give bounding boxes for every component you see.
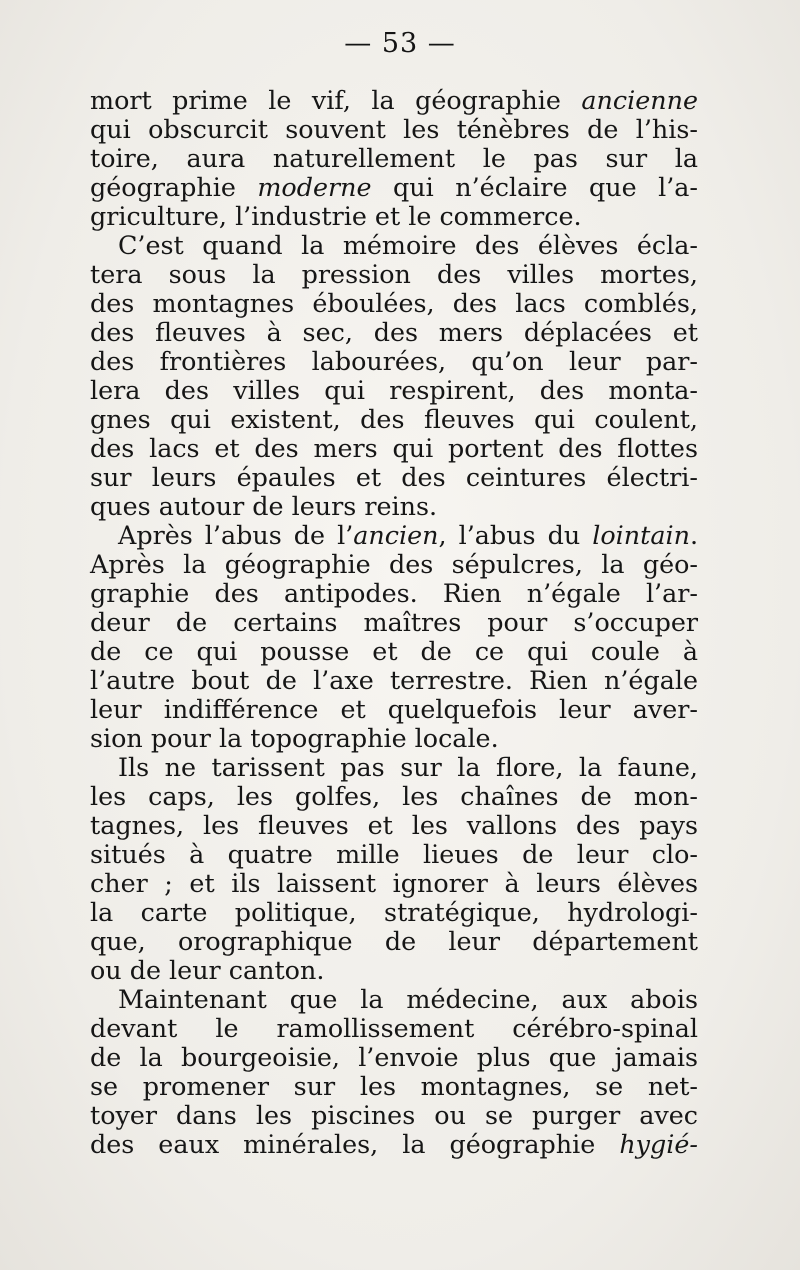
text-line <box>90 695 698 724</box>
text-run: cher ; et ils laissent ignorer à leurs élèves <box>90 868 698 898</box>
text-run: que, orographique de leur département <box>90 926 698 956</box>
text-run: des frontières labourées, qu’on leur par- <box>90 346 698 376</box>
text-line <box>90 927 698 956</box>
text-line <box>90 173 698 202</box>
text-run: Après la géographie des sépulcres, la géo- <box>90 549 698 579</box>
paragraph <box>90 521 698 753</box>
body-text <box>90 86 698 1159</box>
text-run: se promener sur les montagnes, se net- <box>90 1071 698 1101</box>
text-line <box>90 724 698 753</box>
text-run: des fleuves à sec, des mers déplacées et <box>90 317 698 347</box>
text-run: de ce qui pousse et de ce qui coule à <box>90 636 698 666</box>
text-run: leur indifférence et quelquefois leur aver- <box>90 694 698 724</box>
text-line <box>90 521 698 550</box>
text-line <box>90 318 698 347</box>
text-line <box>90 898 698 927</box>
text-line <box>90 1043 698 1072</box>
italic-text: lointain <box>592 520 690 550</box>
text-run: lera des villes qui respirent, des monta- <box>90 375 698 405</box>
text-run: tera sous la pression des villes mortes, <box>90 259 698 289</box>
text-line <box>90 405 698 434</box>
text-line <box>90 260 698 289</box>
text-run: toire, aura naturellement le pas sur la <box>90 143 698 173</box>
text-run: l’autre bout de l’axe terrestre. Rien n’égale <box>90 665 698 695</box>
text-run: des eaux minérales, la géographie <box>90 1129 620 1159</box>
italic-text: ancien <box>353 520 439 550</box>
text-line <box>90 753 698 782</box>
text-line <box>90 608 698 637</box>
text-line <box>90 115 698 144</box>
italic-text: ancienne <box>581 85 698 115</box>
text-line <box>90 492 698 521</box>
text-run: toyer dans les piscines ou se purger avec <box>90 1100 698 1130</box>
text-line <box>90 347 698 376</box>
italic-text: hygié- <box>619 1129 698 1159</box>
text-line <box>90 985 698 1014</box>
text-run: gnes qui existent, des fleuves qui coulent, <box>90 404 698 434</box>
text-run: ques autour de leurs reins. <box>90 491 438 521</box>
text-run: C’est quand la mémoire des élèves écla- <box>118 230 698 260</box>
text-line <box>90 1130 698 1159</box>
italic-text: moderne <box>257 172 372 202</box>
text-run: Ils ne tarissent pas sur la flore, la faune, <box>118 752 698 782</box>
text-line <box>90 463 698 492</box>
paragraph <box>90 86 698 231</box>
text-line <box>90 811 698 840</box>
text-line <box>90 666 698 695</box>
text-run: graphie des antipodes. Rien n’égale l’ar- <box>90 578 698 608</box>
text-line <box>90 782 698 811</box>
text-run: la carte politique, stratégique, hydrologi- <box>90 897 698 927</box>
text-run: deur de certains maîtres pour s’occuper <box>90 607 698 637</box>
text-line <box>90 86 698 115</box>
text-line <box>90 289 698 318</box>
text-run: Après l’abus de l’ <box>118 520 354 550</box>
paragraph <box>90 231 698 521</box>
text-run: , l’abus du <box>438 520 593 550</box>
text-run: géographie <box>90 172 258 202</box>
text-line <box>90 434 698 463</box>
text-run: qui n’éclaire que l’a- <box>371 172 699 202</box>
text-line <box>90 637 698 666</box>
text-run: les caps, les golfes, les chaînes de mon- <box>90 781 698 811</box>
text-line <box>90 840 698 869</box>
text-run: devant le ramollissement cérébro-spinal <box>90 1013 698 1043</box>
text-line <box>90 869 698 898</box>
text-run: ou de leur canton. <box>90 955 325 985</box>
text-run: des montagnes éboulées, des lacs comblés, <box>90 288 698 318</box>
paragraph <box>90 753 698 985</box>
text-run: des lacs et des mers qui portent des flottes <box>90 433 698 463</box>
text-run: sion pour la topographie locale. <box>90 723 499 753</box>
text-line <box>90 579 698 608</box>
text-line <box>90 231 698 260</box>
paragraph <box>90 985 698 1159</box>
text-run: Maintenant que la médecine, aux abois <box>118 984 698 1014</box>
text-run: tagnes, les fleuves et les vallons des pays <box>90 810 698 840</box>
text-line <box>90 550 698 579</box>
page-number: — 53 — <box>344 28 456 59</box>
text-line <box>90 202 698 231</box>
text-line <box>90 1014 698 1043</box>
text-run: situés à quatre mille lieues de leur clo- <box>90 839 698 869</box>
text-run: qui obscurcit souvent les ténèbres de l’his- <box>90 114 698 144</box>
text-line <box>90 376 698 405</box>
text-run: de la bourgeoisie, l’envoie plus que jamais <box>90 1042 698 1072</box>
text-line <box>90 144 698 173</box>
text-run: . <box>689 520 699 550</box>
text-line <box>90 1072 698 1101</box>
text-run: mort prime le vif, la géographie <box>90 85 582 115</box>
text-run: griculture, l’industrie et le commerce. <box>90 201 582 231</box>
text-line <box>90 956 698 985</box>
text-run: sur leurs épaules et des ceintures électri- <box>90 462 698 492</box>
text-line <box>90 1101 698 1130</box>
